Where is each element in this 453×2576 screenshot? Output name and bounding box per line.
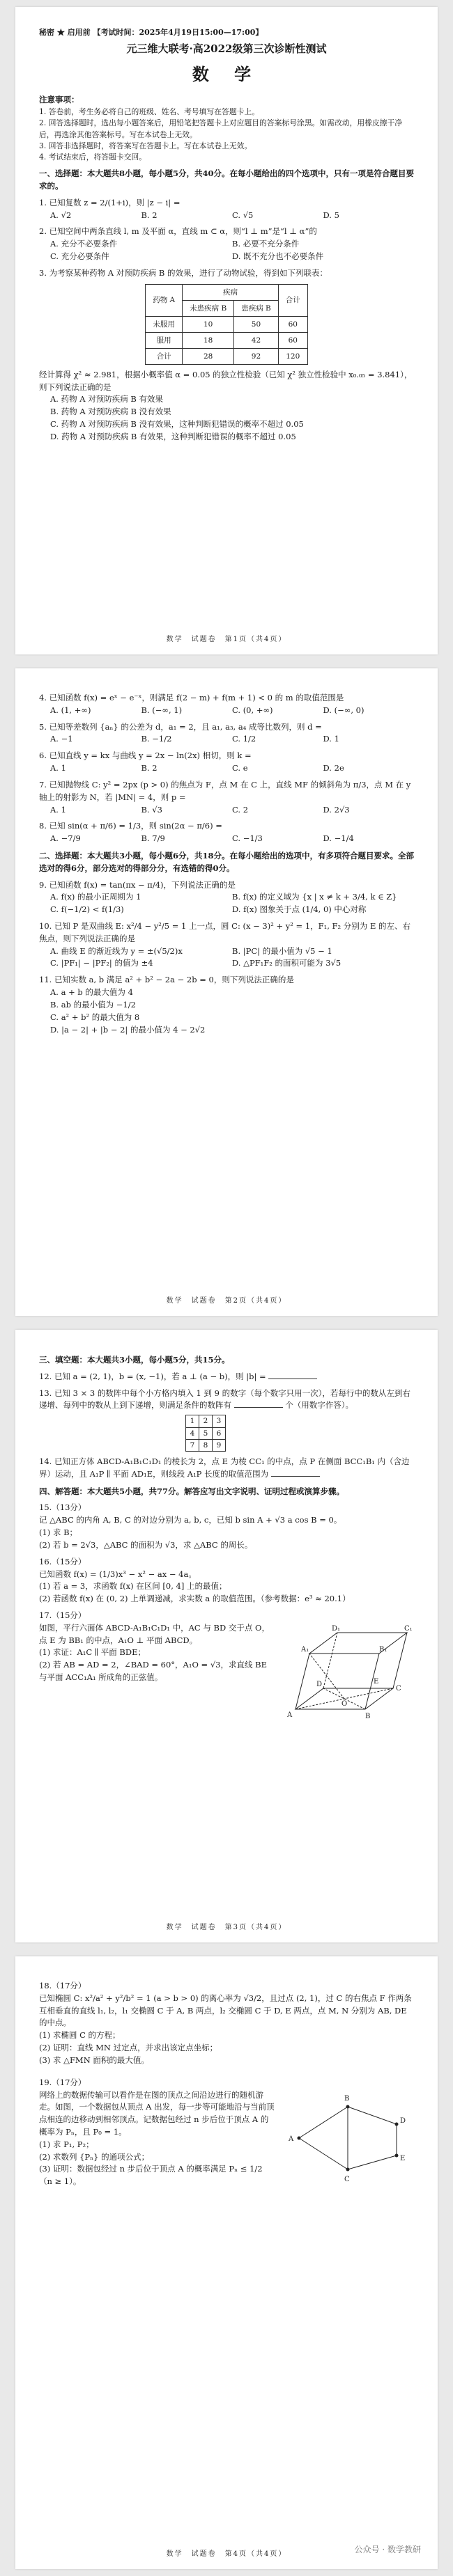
svg-text:C: C xyxy=(344,2175,350,2183)
answer-blank xyxy=(234,1400,283,1408)
table-row xyxy=(146,316,308,332)
table-cell: 92 xyxy=(234,348,279,364)
table-cell: 28 xyxy=(183,348,234,364)
question-body: 如图，平行六面体 ABCD-A₁B₁C₁D₁ 中，AC 与 BD 交于点 O，点 E 为 BB₁ 的中点，A₁O ⊥ 平面 ABCD。 xyxy=(39,1622,270,1645)
svg-text:D: D xyxy=(400,2116,406,2125)
svg-text:C₁: C₁ xyxy=(404,1624,413,1633)
question-stem: 9. 已知函数 f(x) = tan(πx − π/4)，下列说法正确的是 xyxy=(39,879,236,890)
question-4 xyxy=(39,692,414,717)
svg-text:E: E xyxy=(400,2154,406,2162)
table-cell: 42 xyxy=(234,332,279,348)
option-b: B. (−∞, 1) xyxy=(141,705,183,715)
answer-blank xyxy=(271,1469,320,1477)
grid-cell: 9 xyxy=(213,1439,226,1451)
question-stem: 6. 已知直线 y = kx 与曲线 y = 2x − ln(2x) 相切，则 k = xyxy=(39,751,252,761)
option-b: B. 7/9 xyxy=(141,833,165,844)
note-item: 4. 考试结束后，将答题卡交回。 xyxy=(39,152,147,162)
svg-text:E: E xyxy=(374,1677,379,1686)
answer-blank xyxy=(268,1372,317,1379)
exam-page-2 xyxy=(15,668,438,1316)
question-13 xyxy=(39,1388,414,1452)
question-8 xyxy=(39,820,414,845)
page-footer: 数学 试题卷 第2页（共4页） xyxy=(166,1296,287,1305)
option-d: D. f(x) 图象关于点 (1/4, 0) 中心对称 xyxy=(232,904,367,915)
option-a: A. √2 xyxy=(50,210,72,220)
note-item: 3. 回答非选择题时，将答案写在答题卡上。写在本试卷上无效。 xyxy=(39,141,252,150)
question-part: (2) 求数列 {Pₙ} 的通项公式； xyxy=(39,2151,150,2162)
option-a: A. −1 xyxy=(50,734,73,744)
table-row xyxy=(146,332,308,348)
table-cell: 60 xyxy=(278,316,307,332)
question-9 xyxy=(39,879,414,916)
question-body: 已知函数 f(x) = (1/3)x³ − x² − ax − 4a。 xyxy=(39,1569,197,1579)
table-header-total: 合计 xyxy=(278,284,307,316)
question-stem-suffix: 个（用数字作答）。 xyxy=(285,1400,354,1411)
question-stem: 12. 已知 a = (2, 1)，b = (x, −1)，若 a ⊥ (a − b)，则 |b| = xyxy=(39,1371,266,1381)
question-stem: 1. 已知复数 z = 2/(1+i)，则 |z − i| = xyxy=(39,197,181,207)
top-face xyxy=(309,1633,407,1654)
option-d: D. −1/4 xyxy=(323,833,354,844)
question-body: 已知椭圆 C: x²/a² + y²/b² = 1 (a > b > 0) 的离心率为 √3/2，且过点 (2, 1)，过 C 的右焦点 F 作两条互相垂直的直线 l₁, l₂，l₁ 交椭圆 C 于 A, B 两点，l₂ 交椭圆 C 于 D, E 两点，点 M, N 分别为 AB, DE 的中点。 xyxy=(39,1993,412,2028)
question-12 xyxy=(39,1371,414,1383)
question-head: 16.（15分） xyxy=(39,1556,86,1566)
question-head: 17.（15分） xyxy=(39,1610,86,1620)
svg-text:A: A xyxy=(289,2135,294,2143)
option-c: C. |PF₁| − |PF₂| 的值为 ±4 xyxy=(50,958,153,968)
section2-heading: 二、选择题：本大题共3小题，每小题6分，共18分。在每小题给出的选项中，有多项符合题目要求。全部选对的得6分，部分选对的得部分分，有选错的得0分。 xyxy=(39,850,415,873)
option-a: A. 药物 A 对预防疾病 B 有效果 xyxy=(50,394,163,405)
option-c: C. 1/2 xyxy=(232,734,256,744)
option-b: B. 必要不充分条件 xyxy=(232,239,300,249)
note-item: 2. 回答选择题时，选出每小题答案后，用铅笔把答题卡上对应题目的答案标号涂黑。如需改动，用橡皮擦干净后，再选涂其他答案标号。写在本试卷上无效。 xyxy=(39,118,403,139)
option-d: D. |a − 2| + |b − 2| 的最小值为 4 − 2√2 xyxy=(50,1024,206,1035)
question-stem: 8. 已知 sin(α + π/6) = 1/3，则 sin(2α − π/6) = xyxy=(39,821,222,831)
question-part: (1) 若 a = 3，求函数 f(x) 在区间 [0, 4] 上的最值； xyxy=(39,1581,227,1592)
exam-page-3 xyxy=(15,1330,438,1942)
graph-figure xyxy=(282,2089,414,2191)
page-footer: 数学 试题卷 第1页（共4页） xyxy=(166,635,287,643)
question-head: 19.（17分） xyxy=(39,2077,86,2087)
section1-heading: 一、选择题：本大题共8小题，每小题5分，共40分。在每小题给出的四个选项中，只有一项是符合题目要求的。 xyxy=(39,168,415,191)
table-row xyxy=(146,348,308,364)
question-body: 网络上的数据传输可以看作是在图的顶点之间沿边进行的随机游走。如图，一个数据包从顶点 A 出发，每一步等可能地沿与当前顶点相连的边移动到相邻顶点。记数据包经过 n 步后位于顶点 A 的概率为 Pₙ，且 P₀ = 1。 xyxy=(39,2089,275,2137)
question-7 xyxy=(39,779,414,816)
option-b: B. |PC| 的最小值为 √5 − 1 xyxy=(232,945,332,956)
grid-cell: 5 xyxy=(199,1427,213,1439)
question-stem: 7. 已知抛物线 C: y² = 2px (p > 0) 的焦点为 F，点 M 在 C 上，直线 MF 的倾斜角为 π/3，点 M 在 y 轴上的射影为 N，若 |MN| = 4，则 p = xyxy=(39,779,411,802)
notes-heading: 注意事项： xyxy=(39,95,79,105)
question-2 xyxy=(39,226,414,262)
table-cell: 合计 xyxy=(146,348,183,364)
question-stem: 11. 已知实数 a, b 满足 a² + b² − 2a − 2b = 0，则下列说法正确的是 xyxy=(39,975,294,985)
question-part: (2) 证明：直线 MN 过定点，并求出该定点坐标； xyxy=(39,2043,218,2053)
table-cell: 60 xyxy=(278,332,307,348)
question-17 xyxy=(39,1610,414,1731)
grid-cell: 8 xyxy=(199,1439,213,1451)
question-part: (3) 求 △FMN 面积的最大值。 xyxy=(39,2055,149,2065)
svg-text:C: C xyxy=(396,1684,401,1693)
question-15 xyxy=(39,1502,414,1551)
number-grid xyxy=(185,1415,226,1452)
exam-title: 元三维大联考·高2022级第三次诊断性测试 xyxy=(126,42,327,56)
option-a: A. (1, +∞) xyxy=(50,705,91,715)
option-b: B. 2 xyxy=(141,763,158,773)
option-a: A. 1 xyxy=(50,763,66,773)
question-part: (1) 求 P₁, P₂； xyxy=(39,2139,94,2149)
parallelepiped-figure xyxy=(282,1622,414,1731)
svg-text:B₁: B₁ xyxy=(379,1645,387,1654)
option-c: C. 药物 A 对预防疾病 B 没有效果，这种判断犯错误的概率不超过 0.05 xyxy=(50,418,304,429)
question-head: 18.（17分） xyxy=(39,1981,86,1990)
svg-text:D₁: D₁ xyxy=(332,1624,341,1633)
option-c: C. 2 xyxy=(232,804,249,815)
table-cell: 50 xyxy=(234,316,279,332)
option-a: A. a + b 的最大值为 4 xyxy=(50,987,133,998)
svg-text:A: A xyxy=(287,1711,293,1719)
option-d: D. 药物 A 对预防疾病 B 有效果，这种判断犯错误的概率不超过 0.05 xyxy=(50,431,296,441)
option-a: A. f(x) 的最小正周期为 1 xyxy=(50,892,141,902)
question-stem: 14. 已知正方体 ABCD-A₁B₁C₁D₁ 的棱长为 2，点 E 为棱 CC₁ 的中点，点 P 在侧面 BCC₁B₁ 内（含边界）运动，且 A₁P ∥ 平面 AD₁E，则线段 A₁P 长度的取值范围为 xyxy=(39,1456,410,1479)
watermark: 公众号 · 数学教研 xyxy=(354,2545,421,2555)
question-10 xyxy=(39,920,414,970)
option-a: A. 1 xyxy=(50,804,66,815)
question-part: (1) 求证：A₁C ∥ 平面 BDE； xyxy=(39,1647,146,1658)
option-c: C. 充分必要条件 xyxy=(50,251,109,262)
option-b: B. f(x) 的定义域为 {x | x ≠ k + 3/4, k ∈ Z} xyxy=(232,892,397,902)
question-16 xyxy=(39,1556,414,1605)
svg-text:A₁: A₁ xyxy=(301,1645,309,1654)
option-d: D. 2√3 xyxy=(323,804,350,815)
option-b: B. 药物 A 对预防疾病 B 没有效果 xyxy=(50,407,171,417)
question-part: (3) 证明：数据包经过 n 步后位于顶点 A 的概率满足 Pₙ ≤ 1/2（n ≥ 1）。 xyxy=(39,2164,263,2187)
table-header-disease: 疾病 xyxy=(183,284,279,300)
table-cell: 18 xyxy=(183,332,234,348)
option-c: C. e xyxy=(232,763,248,773)
table-header-yes: 患疾病 B xyxy=(234,300,279,316)
confidential-mark: 秘密 ★ 启用前 【考试时间：2025年4月19日15:00—17:00】 xyxy=(39,28,263,37)
question-6 xyxy=(39,750,414,775)
question-5 xyxy=(39,721,414,746)
question-stem: 3. 为考察某种药物 A 对预防疾病 B 的效果，进行了动物试验，得到如下列联表： xyxy=(39,267,328,278)
question-part: (2) 若函数 f(x) 在 (0, 2) 上单调递减，求实数 a 的取值范围。（参考数据：e³ ≈ 20.1） xyxy=(39,1594,351,1604)
question-part: (1) 求 B； xyxy=(39,1527,78,1538)
table-cell: 10 xyxy=(183,316,234,332)
option-b: B. 2 xyxy=(141,210,158,220)
note-item: 1. 答卷前，考生务必将自己的班级、姓名、考号填写在答题卡上。 xyxy=(39,107,260,117)
question-3 xyxy=(39,267,414,443)
question-body: 记 △ABC 的内角 A, B, C 的对边分别为 a, b, c，已知 b sin A + √3 a cos B = 0。 xyxy=(39,1515,342,1525)
option-d: D. 2e xyxy=(323,763,344,773)
network-graph-diagram xyxy=(282,2089,414,2187)
question-part: (2) 若 AB = AD = 2，∠BAD = 60°，A₁O = √3，求直线 BE 与平面 ACC₁A₁ 所成角的正弦值。 xyxy=(39,1660,267,1683)
page-footer: 数学 试题卷 第3页（共4页） xyxy=(166,1923,287,1931)
table-header-drug: 药物 A xyxy=(146,284,183,316)
parallelepiped-diagram xyxy=(282,1622,414,1727)
question-stem: 4. 已知函数 f(x) = eˣ − e⁻ˣ，则满足 f(2 − m) + f(m + 1) < 0 的 m 的取值范围是 xyxy=(39,693,344,702)
option-c: C. a² + b² 的最大值为 8 xyxy=(50,1012,140,1022)
table-cell: 服用 xyxy=(146,332,183,348)
question-stem: 13. 已知 3 × 3 的数阵中每个小方格内填入 1 到 9 的数字（每个数字只用一次），若每行中的数从左到右递增、每列中的数从上到下递增，则满足条件的数阵有 xyxy=(39,1388,410,1411)
option-c: C. (0, +∞) xyxy=(232,705,273,715)
option-d: D. △PF₁F₂ 的面积可能为 3√5 xyxy=(232,958,341,968)
grid-cell: 6 xyxy=(213,1427,226,1439)
exam-page-1 xyxy=(15,7,438,654)
question-text: 经计算得 χ² ≈ 2.981，根据小概率值 α = 0.05 的独立性检验（已知 χ² 独立性检验中 x₀.₀₅ = 3.841），则下列说法正确的是 xyxy=(39,369,413,392)
svg-text:O: O xyxy=(341,1699,348,1708)
option-c: C. −1/3 xyxy=(232,833,263,844)
table-cell: 未服用 xyxy=(146,316,183,332)
question-stem: 10. 已知 P 是双曲线 E: x²/4 − y²/5 = 1 上一点，圆 C: (x − 3)² + y² = 1，F₁, F₂ 分别为 E 的左、右焦点，则下列说法正确的是 xyxy=(39,921,411,943)
option-d: D. 1 xyxy=(323,734,339,744)
grid-cell: 3 xyxy=(213,1415,226,1427)
grid-cell: 1 xyxy=(186,1415,199,1427)
question-1 xyxy=(39,197,414,222)
option-c: C. √5 xyxy=(232,210,254,220)
question-14 xyxy=(39,1456,414,1481)
svg-text:B: B xyxy=(365,1712,371,1720)
grid-cell: 4 xyxy=(186,1427,199,1439)
question-stem: 2. 已知空间中两条直线 l, m 及平面 α，直线 m ⊂ α，则“l ⊥ m”是“l ⊥ α”的 xyxy=(39,226,317,237)
question-part: (2) 若 b = 2√3，△ABC 的面积为 √3，求 △ABC 的周长。 xyxy=(39,1539,253,1550)
contingency-table xyxy=(145,284,308,365)
question-stem: 5. 已知等差数列 {aₙ} 的公差为 d，a₁ = 2，且 a₁, a₃, a₄ 成等比数列，则 d = xyxy=(39,721,322,732)
question-19 xyxy=(39,2077,414,2191)
section4-heading: 四、解答题：本大题共5小题，共77分。解答应写出文字说明、证明过程或演算步骤。 xyxy=(39,1486,345,1496)
section3-heading: 三、填空题：本大题共3小题，每小题5分，共15分。 xyxy=(39,1355,230,1365)
svg-text:B: B xyxy=(344,2094,350,2103)
option-b: B. √3 xyxy=(141,804,162,815)
option-a: A. −7/9 xyxy=(50,833,81,844)
option-b: B. −1/2 xyxy=(141,734,172,744)
question-18 xyxy=(39,1980,414,2067)
option-c: C. f(−1/2) < f(1/3) xyxy=(50,904,124,915)
option-a: A. 充分不必要条件 xyxy=(50,239,118,249)
page-footer: 数学 试题卷 第4页（共4页） xyxy=(166,2550,287,2558)
option-b: B. ab 的最小值为 −1/2 xyxy=(50,999,136,1010)
svg-text:D: D xyxy=(316,1680,323,1688)
exam-page-4 xyxy=(15,1956,438,2569)
option-d: D. 5 xyxy=(323,210,339,220)
table-cell: 120 xyxy=(278,348,307,364)
option-a: A. 曲线 E 的渐近线为 y = ±(√5/2)x xyxy=(50,945,183,956)
grid-cell: 7 xyxy=(186,1439,199,1451)
question-head: 15.（13分） xyxy=(39,1502,86,1513)
option-d: D. 既不充分也不必要条件 xyxy=(232,251,324,262)
grid-cell: 2 xyxy=(199,1415,213,1427)
subject-title: 数 学 xyxy=(192,64,261,85)
question-11 xyxy=(39,974,414,1036)
option-d: D. (−∞, 0) xyxy=(323,705,364,715)
question-part: (1) 求椭圆 C 的方程； xyxy=(39,2030,121,2041)
table-header-no: 未患疾病 B xyxy=(183,300,234,316)
